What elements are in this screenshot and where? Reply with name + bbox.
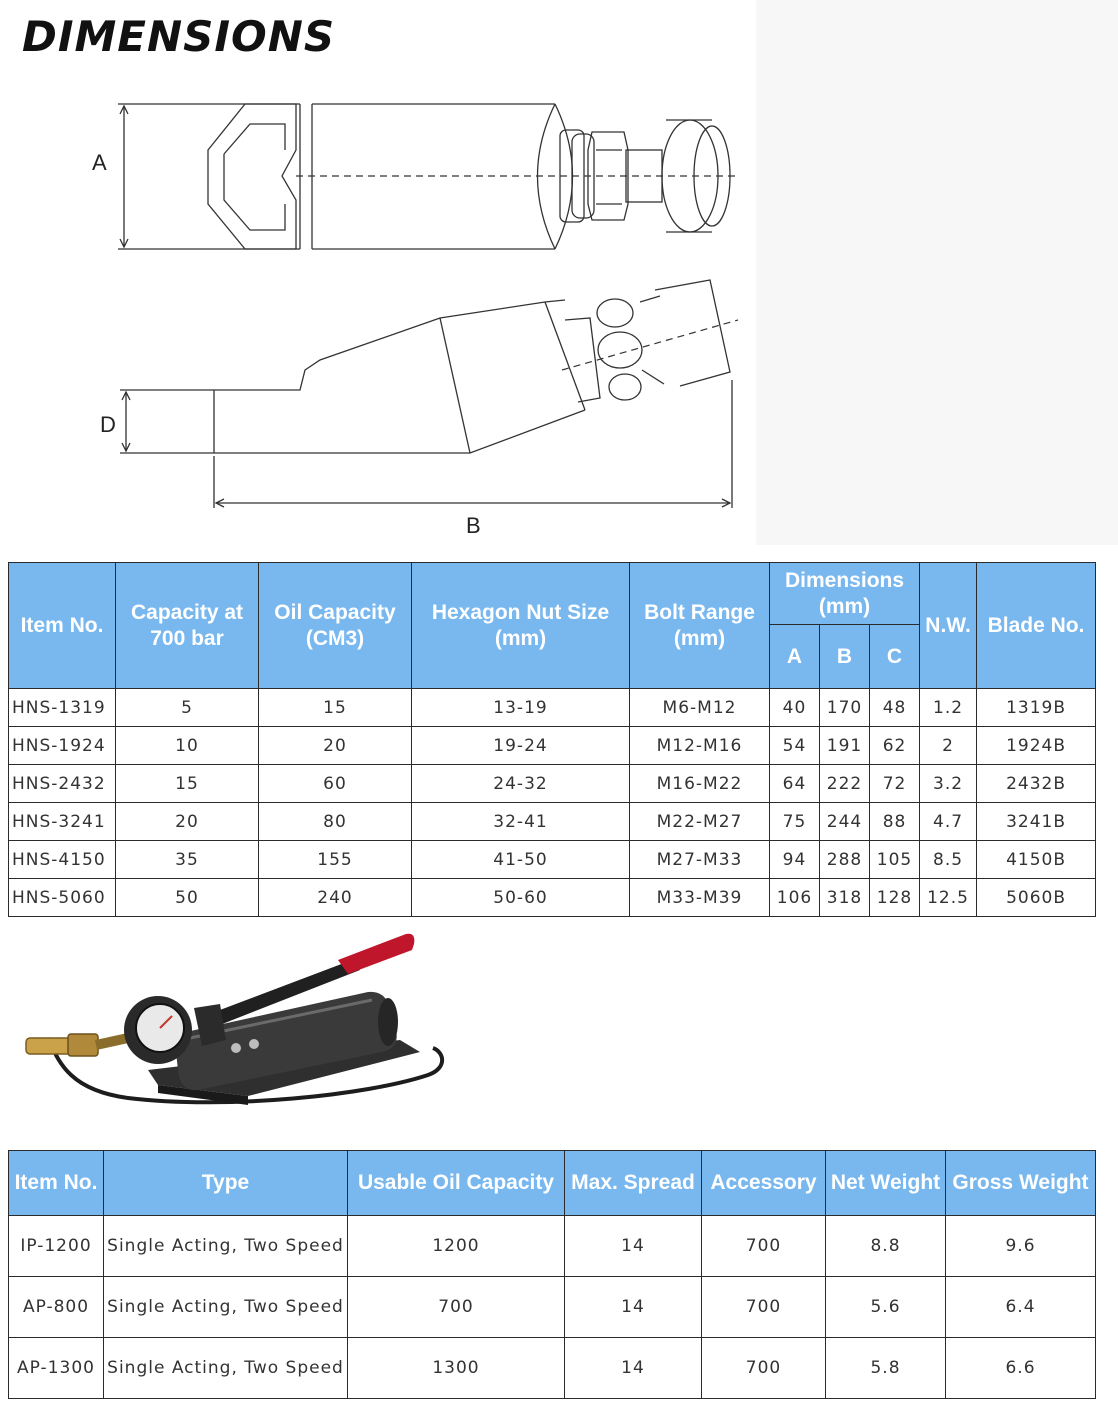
header-gross-weight: Gross Weight [946,1151,1096,1216]
cell: 14 [565,1338,702,1399]
cell: 128 [870,879,920,917]
cell: 9.6 [946,1216,1096,1277]
table-row [9,1216,1096,1277]
cell: 75 [770,803,820,841]
cell: 244 [820,803,870,841]
cell: 106 [770,879,820,917]
cell: 5060B [977,879,1096,917]
header-item-no: Item No. [9,563,116,689]
header-oil-capacity: Oil Capacity (CM3) [259,563,412,689]
dimension-diagram [0,70,760,545]
cell: M22-M27 [630,803,770,841]
cell: 24-32 [412,765,630,803]
header-dimensions: Dimensions (mm) [770,563,920,625]
cell: 14 [565,1277,702,1338]
cell: 700 [702,1216,826,1277]
cell: 35 [116,841,259,879]
cell: 2 [920,727,977,765]
cell: HNS-1319 [9,689,116,727]
cell: 1924B [977,727,1096,765]
cell: 155 [259,841,412,879]
cell: HNS-4150 [9,841,116,879]
cell: 5 [116,689,259,727]
cell: 13-19 [412,689,630,727]
cell: HNS-2432 [9,765,116,803]
table-row [9,1277,1096,1338]
cell: AP-1300 [9,1338,104,1399]
cell: 20 [116,803,259,841]
page-title: DIMENSIONS [22,12,336,61]
header-net-weight: Net Weight [826,1151,946,1216]
cell: 19-24 [412,727,630,765]
cell: 191 [820,727,870,765]
header-max-spread: Max. Spread [565,1151,702,1216]
cell: 3241B [977,803,1096,841]
cell: 64 [770,765,820,803]
cell: Single Acting, Two Speed [104,1338,348,1399]
cell: AP-800 [9,1277,104,1338]
background-shade [756,0,1118,545]
cell: 8.8 [826,1216,946,1277]
cell: 3.2 [920,765,977,803]
table-row [9,879,1096,917]
table-row [9,841,1096,879]
cell: 41-50 [412,841,630,879]
cell: 12.5 [920,879,977,917]
dimension-label-b: B [466,513,481,538]
cell: 72 [870,765,920,803]
cell: 50-60 [412,879,630,917]
header-bolt-range: Bolt Range (mm) [630,563,770,689]
cell: 288 [820,841,870,879]
table-row [9,803,1096,841]
header-type: Type [104,1151,348,1216]
table-row [9,765,1096,803]
header-dim-b: B [820,625,870,689]
cell: 240 [259,879,412,917]
cell: 6.4 [946,1277,1096,1338]
cell: IP-1200 [9,1216,104,1277]
cell: 4.7 [920,803,977,841]
cell: 4150B [977,841,1096,879]
cell: 54 [770,727,820,765]
cell: M27-M33 [630,841,770,879]
cell: 1.2 [920,689,977,727]
cell: 10 [116,727,259,765]
cell: 40 [770,689,820,727]
cell: 50 [116,879,259,917]
header-blade-no: Blade No. [977,563,1096,689]
header-accessory: Accessory [702,1151,826,1216]
cell: 80 [259,803,412,841]
cell: 2432B [977,765,1096,803]
header-item-no: Item No. [9,1151,104,1216]
cell: HNS-1924 [9,727,116,765]
cell: 6.6 [946,1338,1096,1399]
cell: M6-M12 [630,689,770,727]
cell: 60 [259,765,412,803]
cell: 700 [348,1277,565,1338]
cell: 105 [870,841,920,879]
header-dim-c: C [870,625,920,689]
cell: 1200 [348,1216,565,1277]
cell: M12-M16 [630,727,770,765]
cell: 700 [702,1338,826,1399]
cell: 20 [259,727,412,765]
cell: 32-41 [412,803,630,841]
cell: 1300 [348,1338,565,1399]
cell: 1319B [977,689,1096,727]
cell: 5.6 [826,1277,946,1338]
cell: 15 [116,765,259,803]
dimension-label-a: A [92,150,107,175]
hydraulic-pump-image [8,920,448,1140]
cell: 94 [770,841,820,879]
cell: 15 [259,689,412,727]
cell: 5.8 [826,1338,946,1399]
header-dim-a: A [770,625,820,689]
table-row [9,1338,1096,1399]
cell: 88 [870,803,920,841]
pump-table [8,1150,1096,1399]
cell: M33-M39 [630,879,770,917]
nut-splitter-table [8,562,1096,917]
cell: 170 [820,689,870,727]
dimension-label-d: D [100,412,116,437]
cell: HNS-3241 [9,803,116,841]
cell: 222 [820,765,870,803]
table-row [9,727,1096,765]
header-usable-oil-capacity: Usable Oil Capacity [348,1151,565,1216]
cell: M16-M22 [630,765,770,803]
cell: 48 [870,689,920,727]
cell: 8.5 [920,841,977,879]
cell: 318 [820,879,870,917]
header-capacity: Capacity at 700 bar [116,563,259,689]
cell: Single Acting, Two Speed [104,1277,348,1338]
cell: 62 [870,727,920,765]
header-nw: N.W. [920,563,977,689]
cell: Single Acting, Two Speed [104,1216,348,1277]
cell: 700 [702,1277,826,1338]
cell: HNS-5060 [9,879,116,917]
table-row [9,689,1096,727]
cell: 14 [565,1216,702,1277]
header-hex-nut-size: Hexagon Nut Size (mm) [412,563,630,689]
